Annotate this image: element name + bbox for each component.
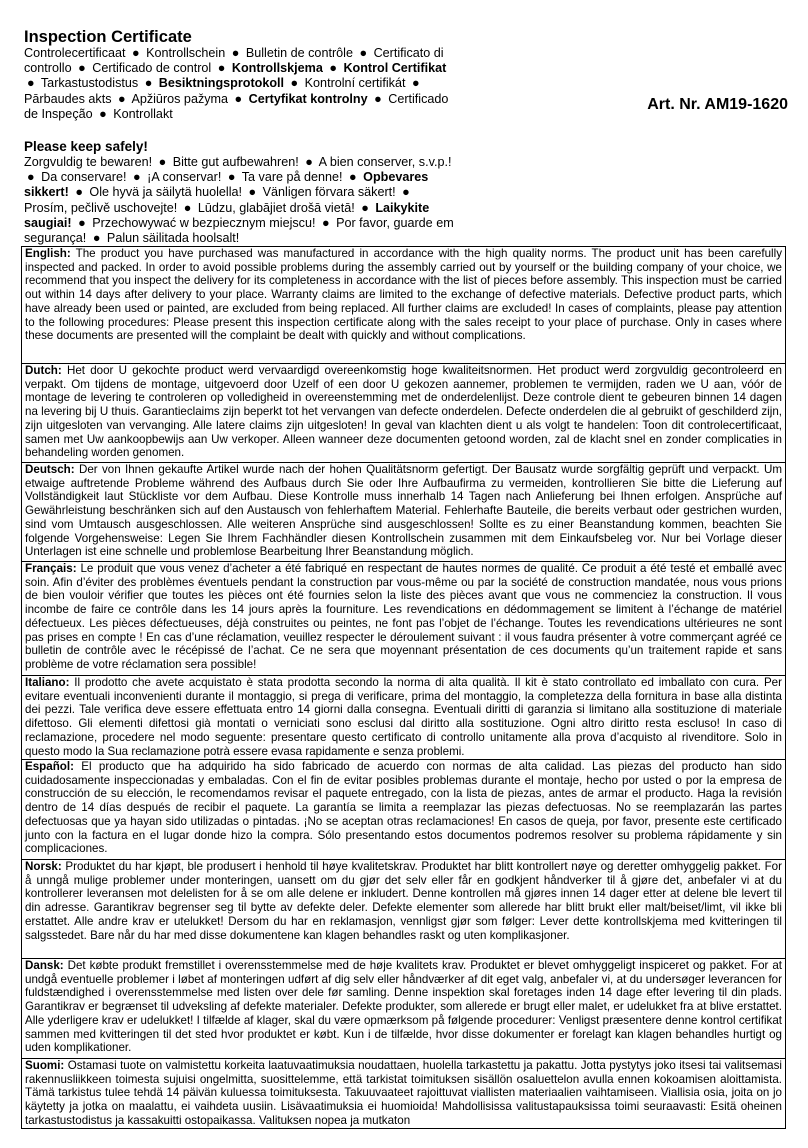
keep-safely-phrase: Por favor, guarde em segurança! (24, 215, 454, 246)
keep-safely-phrase: Da conservare! (41, 170, 127, 185)
keep-safely-phrase: Ole hyvä ja säilytä huolella! (89, 185, 243, 200)
language-name: Dansk: (25, 959, 64, 972)
certificate-header (24, 28, 788, 246)
certificate-name-list (24, 46, 454, 122)
certificate-name: Besiktningsprotokoll (158, 76, 285, 91)
bullet-separator: ● (99, 106, 107, 121)
bullet-separator: ● (361, 200, 369, 215)
certificate-name: Kontrolní certifikát (304, 76, 406, 91)
bullet-separator: ● (402, 185, 410, 200)
bullet-separator: ● (144, 76, 153, 91)
bullet-separator: ● (27, 170, 35, 185)
keep-safely-title: Please keep safely! (24, 139, 148, 155)
bullet-separator: ● (118, 91, 126, 106)
language-text: Il prodotto che avete acquistato è stata prodotta secondo la norma di alta qualità. Il kit è stato controllato ed imballato con cura. Per evitare eventuali inconvenienti durante il montaggio, si prega di verificare, prima del montaggio, la completezza della fornitura in base alla distinta dei pezzi. Tale verifica deve essere effettuata entro 14 giorni dalla consegna. Eventuali diritti di garanzia si limitano alla sostituzione di materiale difettoso. Gli elementi difettosi già montati o verniciati sono esclusi dal diritto alla sostituzione. Ogni altro diritto resta escluso! In caso di reclamazione, procedere nel modo seguente: presentare questo certificato di controllo unitamente alla prova d’acquisto al rivenditore. Solo in questo modo la Sua reclamazione potrà essere evasa rapidamente e senza problemi. (25, 676, 782, 758)
language-name: Español: (25, 760, 74, 773)
language-section (22, 247, 785, 363)
language-section (22, 759, 785, 859)
bullet-separator: ● (217, 61, 226, 76)
certificate-name: Controlecertificaat (24, 46, 126, 60)
keep-safely-phrase: Ta vare på denne! (241, 170, 343, 185)
bullet-separator: ● (75, 185, 83, 200)
bullet-separator: ● (290, 76, 299, 91)
bullet-separator: ● (248, 185, 257, 200)
certificate-name: Certificato di controllo (24, 46, 444, 76)
language-text: Ostamasi tuote on valmistettu korkeita laatuvaatimuksia noudattaen, huolella tarkastettu ja pakattu. Jotta pystytys joko itsesi tai valitsemasi rakennusliikkeen toimesta sujuisi ongelmitta, suosittelemme, että tarkistat toimituksen sisällön osaluettelon avulla ennen kokoamisen aloittamista. Tämä tarkistus tulee tehdä 14 päivän kuluessa toimituksesta. Takuuvaateet rajoittuvat viallisten materiaalien vaihtamiseen. Viallisia osia, joita on jo käytetty ja jotka on maalattu, ei vaihdeta uusiin. Lisävaatimuksia ei huomioida! Mahdollisissa valitustapauksissa toimi seuraavasti: Esitä oheinen tarkastustodistus ja kassakuitti ostopaikassa. Valituksen nopea ja mutkaton (25, 1059, 782, 1127)
language-text: Produktet du har kjøpt, ble produsert i henhold til høye kvalitetskrav. Produktet har blitt kontrollert nøye og deretter omhyggelig pakket. For å unngå mulige problemer under monteringen, uansett om du gjør det selv eller får en godkjent håndverker til å gjøre det, anbefaler vi at du kontrollerer leveransen mot delelisten for å se om alle delene er inkludert. Denne kontrollen må gjøres innen 14 dager etter at delene ble levert til din adresse. Garantikrav begrenser seg til bytte av defekte deler. Defekte elementer som allerede har blitt brukt eller malt/beiset/limt, vil ikke bli erstattet. Alle andre krav er utelukket! Dersom du har en reklamasjon, vennligst gjør som følger: Lever dette kontrollskjema med kvitteringen til salgsstedet. Bare når du har med disse dokumentene kan klagen behandles raskt og uten komplikasjoner. (25, 860, 782, 942)
language-text: The product you have purchased was manufactured in accordance with the high quality norms. The product unit has been carefully inspected and packed. In order to avoid possible problems during the assembly carried out by yourself or the building company of your choice, we recommend that you inspect the delivery for its completeness in accordance with the list of pieces before assembly. This inspection must be carried out within 14 days after delivery to your place. Warranty claims are limited to the exchange of defective materials. Defective product parts, which have already been used or painted, are excluded from being replaced. All further claims are excluded! In cases of complaints, please pay attention to the following procedures: Please present this inspection certificate along with the sales receipt to your place of purchase. Only in cases where these documents are presented will the complaint be dealt with quickly and without complications. (25, 247, 782, 343)
bullet-separator: ● (92, 231, 101, 246)
bullet-separator: ● (231, 46, 240, 60)
bullet-separator: ● (305, 155, 313, 170)
article-number: Art. Nr. AM19-1620 (647, 96, 788, 113)
certificate-name: Certificado de control (92, 61, 212, 76)
bullet-separator: ● (359, 46, 368, 60)
certificate-name: Bulletin de contrôle (245, 46, 353, 60)
keep-safely-list (24, 155, 454, 246)
bullet-separator: ● (78, 61, 86, 76)
certificate-name: Certificado de Inspeção (24, 91, 449, 121)
certificate-name: Apžiūros pažyma (131, 91, 229, 106)
language-section (22, 363, 785, 462)
language-text: Der von Ihnen gekaufte Artikel wurde nach der hohen Qualitätsnorm gefertigt. Der Bausatz wurde sorgfältig geprüft und verpackt. Um etwaige auftretende Probleme während des Aufbaus durch Sie oder Ihre Aufbaufirma zu vermeiden, kontrollieren Sie bitte die Lieferung auf Vollständigkeit laut Stückliste vor dem Aufbau. Diese Kontrolle muss innerhalb 14 Tagen nach Anlieferung bei Ihnen erfolgen. Ansprüche auf Gewährleistung beschränken sich auf den Austausch von fehlerhaftem Material. Fehlerhafte Bauteile, die bereits verbaut oder gestrichen wurden, sind vom Umtausch ausgeschlossen. Alle weiteren Ansprüche sind ausgeschlossen! Sollte es zu einer Beanstandung kommen, beachten Sie folgende Vorgehensweise: Legen Sie Ihrem Fachhändler diesen Kontrollschein zusammen mit dem Einkaufsbeleg vor. Nur bei Vorlage dieser Unterlagen ist eine schnelle und problemlose Bearbeitung Ihrer Beanstandung möglich. (25, 463, 783, 559)
certificate-name: Tarkastustodistus (40, 76, 139, 91)
language-text: El producto que ha adquirido ha sido fabricado de acuerdo con normas de alta calidad. Las piezas del producto han sido cuidadosamente inspeccionadas y embaladas. Con el fin de evitar posibles problemas durante el montaje, hecho por usted o por la empresa de construcción de su elección, le recomendamos revisar el paquete entregado, con la lista de piezas, antes de armar el producto. Haga la revisión dentro de 14 días después de recibir el paquete. La garantía se limita a reemplazar las piezas defectuosas. No se reemplazarán las partes defectuosas que ya hayan sido utilizadas o pintadas. ¡No se aceptan otras reclamaciones! En casos de queja, por favor, presente este certificado junto con la factura en el lugar donde hizo la compra. Sólo presentando estos documentos podremos resolver su problema rápidamente y sin complicaciones. (25, 760, 782, 856)
language-text: Het door U gekochte product werd vervaardigd overeenkomstig hoge kwaliteitsnormen. Het product werd zorgvuldig gecontroleerd en verpakt. Om tijdens de montage, uitgevoerd door Uzelf of een door U gekozen aannemer, problemen te vermijden, raden we U aan, vóór de montage de levering te controleren op volledigheid in overeenstemming met de onderdelenlijst. Deze controle dient te gebeuren binnen 14 dagen na levering bij U thuis. Garantieclaims zijn beperkt tot het vervangen van defecte onderdelen. Defecte onderdelen die al gebruikt of geschilderd zijn, zijn uitgesloten van vervanging. Alle latere claims zijn uitgesloten! In geval van klachten dient u als volgt te handelen: Toon dit controlecertificaat, samen met Uw aankoopbewijs aan Uw verkoper. Alleen wanneer deze documenten getoond worden, zal de klacht snel en zonder complicaties in behandeling worden genomen. (25, 364, 782, 460)
certificate-name: Kontrollskjema (231, 61, 323, 76)
certificate-name: Pārbaudes akts (24, 91, 112, 106)
keep-safely-phrase: Przechowywać w bezpiecznym miejscu! (92, 215, 316, 230)
keep-safely-phrase: Lūdzu, glabājiet drošā vietā! (197, 200, 355, 215)
keep-safely-phrase: Laikykite saugiai! (24, 200, 430, 230)
bullet-separator: ● (329, 61, 337, 76)
bullet-separator: ● (349, 170, 357, 185)
certificate-name: Kontrol Certifikat (343, 61, 447, 76)
language-table (21, 246, 786, 1129)
language-name: Français: (25, 562, 77, 575)
certificate-name: Kontrollschein (146, 46, 226, 60)
language-section (22, 561, 785, 675)
language-name: Deutsch: (25, 463, 75, 476)
language-name: Norsk: (25, 860, 62, 873)
language-section (22, 675, 785, 759)
bullet-separator: ● (27, 76, 35, 91)
keep-safely-phrase: Palun säilitada hoolsalt! (106, 231, 240, 246)
language-name: Suomi: (25, 1059, 65, 1072)
language-section (22, 462, 785, 561)
bullet-separator: ● (234, 91, 243, 106)
language-text: Le produit que vous venez d’acheter a été fabriqué en respectant de hautes normes de qualité. Ce produit a été testé et emballé avec soin. Afin d’éviter des problèmes éventuels pendant la construction par vous-même ou par la société de construction mandatée, nous vous prions de bien vouloir vérifier que toutes les pièces ont été fournies selon la liste des pièces avant que vous ne commenciez la construction. Il vous incombe de faire ce contrôle dans les 14 jours après la fourniture. Les revendications en dédommagement se limitent à l’échange de matériel défectueux. Les pièces défectueuses, déjà construites ou peintes, ne font pas l’objet de l’échange. Toutes les revendications ultérieures ne sont pas prises en compte ! En cas d’une réclamation, veuillez respecter le déroulement suivant : il vous faudra présenter à votre commerçant agréé ce bulletin de contrôle avec le récépissé de l’achat. Ce ne sera que moyennant présentation de ces documents qu’un traitement rapide et sans problème de votre réclamation sera possible! (25, 562, 782, 671)
keep-safely-phrase: ¡A conservar! (147, 170, 222, 185)
certificate-name: Certyfikat kontrolny (248, 91, 368, 106)
bullet-separator: ● (321, 215, 330, 230)
language-name: Dutch: (25, 364, 62, 377)
bullet-separator: ● (227, 170, 236, 185)
certificate-name: Kontrollakt (113, 106, 173, 121)
document-title: Inspection Certificate (24, 28, 192, 46)
language-text: Det købte produkt fremstillet i overensstemmelse med de høje kvalitets krav. Produktet er blevet omhyggeligt inspiceret og pakket. For at undgå eventuelle problemer i løbet af monteringen udført af dig selv eller håndværker af dit eget valg, anbefaler vi, at du undersøger leverancen for fuldstændighed i overensstemmelse med listen over dele før samling. Denne inspektion skal foretages inden 14 dage efter levering til din plads. Garantikrav er begrænset til udveksling af defekte materialer. Defekte produkter, som allerede er brugt eller malet, er udelukket fra at blive erstattet. Alle yderligere krav er udelukket! I tilfælde af klager, skal du være opmærksom på følgende procedurer: Venligst præsentere denne kontrol certifikat sammen med kvitteringen til det sted hvor produktet er købt. Kun i de tilfælde, hvor disse dokumenter er forelagt kan klagen behandles hurtigt og uden komplikationer. (25, 959, 782, 1055)
bullet-separator: ● (183, 200, 192, 215)
bullet-separator: ● (133, 170, 141, 185)
language-name: English: (25, 247, 71, 260)
keep-safely-phrase: Vänligen förvara säkert! (262, 185, 396, 200)
language-section (22, 1058, 785, 1128)
bullet-separator: ● (78, 215, 86, 230)
language-name: Italiano: (25, 676, 70, 689)
keep-safely-phrase: Prosím, pečlivě uschovejte! (24, 200, 178, 215)
bullet-separator: ● (411, 76, 420, 91)
language-section (22, 859, 785, 958)
bullet-separator: ● (374, 91, 382, 106)
bullet-separator: ● (132, 46, 140, 60)
keep-safely-phrase: A bien conserver, s.v.p.! (318, 155, 452, 170)
language-section (22, 958, 785, 1058)
keep-safely-phrase: Opbevares sikkert! (24, 170, 429, 200)
keep-safely-phrase: Zorgvuldig te bewaren! (24, 155, 153, 170)
bullet-separator: ● (158, 155, 167, 170)
keep-safely-phrase: Bitte gut aufbewahren! (172, 155, 299, 170)
